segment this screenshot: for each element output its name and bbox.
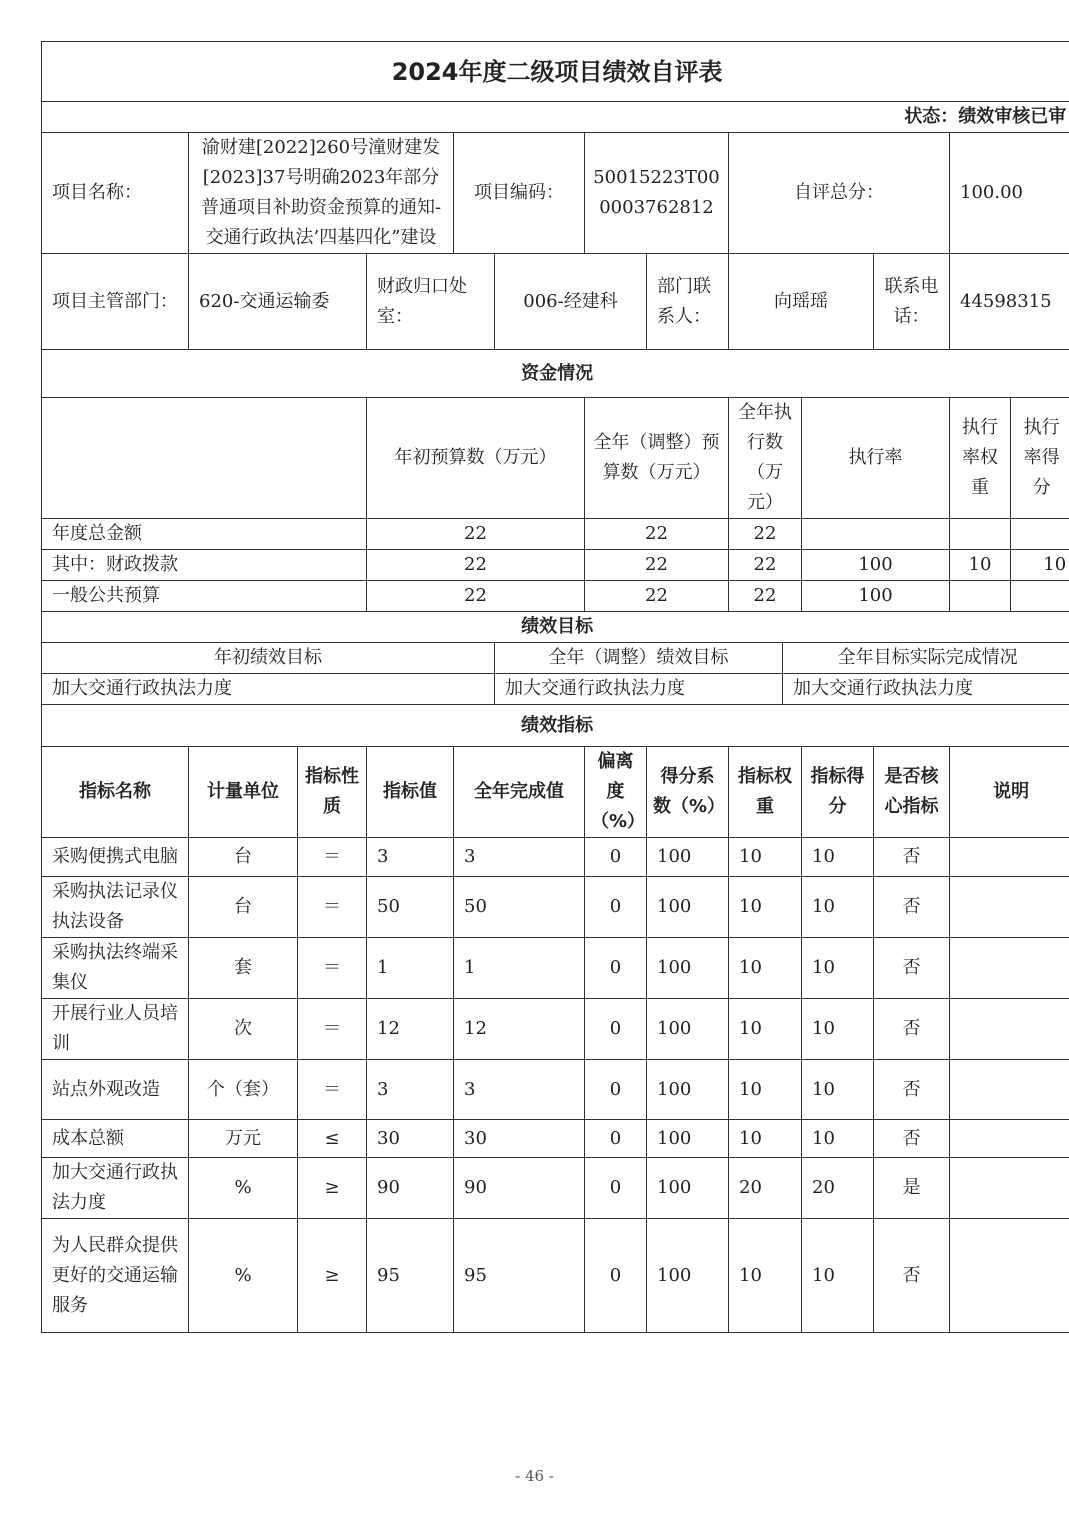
funds-rate: 100 xyxy=(802,550,950,581)
ind-nature: ＝ xyxy=(298,838,367,877)
ind-actual: 12 xyxy=(454,999,585,1060)
table-row xyxy=(42,999,1069,1060)
funds-initial: 22 xyxy=(367,550,585,581)
ind-weight: 20 xyxy=(729,1158,802,1219)
ind-weight: 10 xyxy=(729,999,802,1060)
ind-header-name: 指标名称 xyxy=(42,747,189,838)
ind-coef: 100 xyxy=(647,1158,729,1219)
ind-deviation: 0 xyxy=(585,938,647,999)
funds-score xyxy=(1011,581,1069,612)
ind-actual: 95 xyxy=(454,1219,585,1333)
ind-unit: 个（套） xyxy=(189,1060,298,1120)
ind-name: 站点外观改造 xyxy=(42,1060,189,1120)
funds-executed: 22 xyxy=(729,581,802,612)
ind-actual: 3 xyxy=(454,1060,585,1120)
ind-header-note: 说明 xyxy=(950,747,1069,838)
ind-actual: 3 xyxy=(454,838,585,877)
ind-coef: 100 xyxy=(647,1120,729,1158)
ind-score: 10 xyxy=(802,1060,874,1120)
table-row xyxy=(42,1219,1069,1333)
ind-note xyxy=(950,938,1069,999)
ind-deviation: 0 xyxy=(585,999,647,1060)
table-row xyxy=(42,519,1069,550)
table-row xyxy=(42,581,1069,612)
ind-coef: 100 xyxy=(647,1060,729,1120)
funds-weight: 10 xyxy=(950,550,1011,581)
finance-office-label: 财政归口处室： xyxy=(367,254,495,350)
ind-deviation: 0 xyxy=(585,1158,647,1219)
ind-deviation: 0 xyxy=(585,838,647,877)
ind-deviation: 0 xyxy=(585,877,647,938)
ind-header-score: 指标得分 xyxy=(802,747,874,838)
ind-unit: 次 xyxy=(189,999,298,1060)
ind-note xyxy=(950,1158,1069,1219)
funds-header-initial: 年初预算数（万元） xyxy=(367,398,585,519)
table-row xyxy=(42,1158,1069,1219)
table-row xyxy=(42,550,1069,581)
ind-header-unit: 计量单位 xyxy=(189,747,298,838)
funds-score: 10 xyxy=(1011,550,1069,581)
project-name-value: 渝财建[2022]260号潼财建发[2023]37号明确2023年部分普通项目补助资金预算的通知-交通行政执法’四基四化”建设 xyxy=(189,133,454,254)
project-code-value: 50015223T000003762812 xyxy=(585,133,729,254)
indicators-section-title: 绩效指标 xyxy=(42,705,1069,747)
ind-unit: % xyxy=(189,1158,298,1219)
ind-coef: 100 xyxy=(647,938,729,999)
ind-actual: 1 xyxy=(454,938,585,999)
ind-nature: ＝ xyxy=(298,999,367,1060)
ind-header-nature: 指标性质 xyxy=(298,747,367,838)
phone-value: 44598315 xyxy=(950,254,1069,350)
funds-header-adjusted: 全年（调整）预算数（万元） xyxy=(585,398,729,519)
ind-nature: ＝ xyxy=(298,877,367,938)
funds-rate xyxy=(802,519,950,550)
ind-unit: % xyxy=(189,1219,298,1333)
funds-initial: 22 xyxy=(367,519,585,550)
page-number: - 46 - xyxy=(515,1467,554,1485)
funds-row-label: 年度总金额 xyxy=(42,519,367,550)
phone-label: 联系电话： xyxy=(874,254,950,350)
ind-note xyxy=(950,877,1069,938)
funds-row-label: 一般公共预算 xyxy=(42,581,367,612)
ind-name: 成本总额 xyxy=(42,1120,189,1158)
ind-note xyxy=(950,999,1069,1060)
ind-header-core: 是否核心指标 xyxy=(874,747,950,838)
department-value: 620-交通运输委 xyxy=(189,254,367,350)
table-row xyxy=(42,1120,1069,1158)
ind-weight: 10 xyxy=(729,877,802,938)
contact-person-value: 向瑶瑶 xyxy=(729,254,874,350)
ind-target: 12 xyxy=(367,999,454,1060)
funds-header-score: 执行率得分 xyxy=(1011,398,1069,519)
ind-target: 3 xyxy=(367,1060,454,1120)
funds-executed: 22 xyxy=(729,550,802,581)
funds-executed: 22 xyxy=(729,519,802,550)
ind-nature: ≥ xyxy=(298,1219,367,1333)
finance-office-value: 006-经建科 xyxy=(495,254,647,350)
ind-header-deviation: 偏离度（%） xyxy=(585,747,647,838)
goal-actual: 加大交通行政执法力度 xyxy=(783,674,1069,705)
evaluation-table xyxy=(41,41,1069,1333)
ind-core: 否 xyxy=(874,1120,950,1158)
status-badge: 状态：绩效审核已审 xyxy=(42,102,1069,133)
ind-note xyxy=(950,1060,1069,1120)
evaluation-form xyxy=(41,41,1067,1333)
funds-weight xyxy=(950,519,1011,550)
ind-core: 否 xyxy=(874,1219,950,1333)
ind-coef: 100 xyxy=(647,1219,729,1333)
ind-weight: 10 xyxy=(729,1120,802,1158)
ind-target: 1 xyxy=(367,938,454,999)
table-row xyxy=(42,838,1069,877)
ind-actual: 50 xyxy=(454,877,585,938)
ind-header-actual: 全年完成值 xyxy=(454,747,585,838)
ind-note xyxy=(950,1219,1069,1333)
ind-actual: 90 xyxy=(454,1158,585,1219)
ind-name: 加大交通行政执法力度 xyxy=(42,1158,189,1219)
contact-person-label: 部门联系人： xyxy=(647,254,729,350)
table-row xyxy=(42,877,1069,938)
ind-target: 90 xyxy=(367,1158,454,1219)
ind-name: 采购执法终端采集仪 xyxy=(42,938,189,999)
funds-weight xyxy=(950,581,1011,612)
ind-deviation: 0 xyxy=(585,1219,647,1333)
department-label: 项目主管部门： xyxy=(42,254,189,350)
ind-target: 50 xyxy=(367,877,454,938)
ind-target: 95 xyxy=(367,1219,454,1333)
ind-score: 10 xyxy=(802,1120,874,1158)
ind-weight: 10 xyxy=(729,1060,802,1120)
ind-name: 采购执法记录仪执法设备 xyxy=(42,877,189,938)
ind-actual: 30 xyxy=(454,1120,585,1158)
ind-coef: 100 xyxy=(647,999,729,1060)
table-row xyxy=(42,938,1069,999)
ind-target: 3 xyxy=(367,838,454,877)
ind-score: 10 xyxy=(802,938,874,999)
goal-adjusted: 加大交通行政执法力度 xyxy=(495,674,783,705)
ind-unit: 台 xyxy=(189,877,298,938)
ind-score: 10 xyxy=(802,877,874,938)
ind-weight: 10 xyxy=(729,838,802,877)
ind-header-coef: 得分系数（%） xyxy=(647,747,729,838)
funds-adjusted: 22 xyxy=(585,519,729,550)
ind-note xyxy=(950,1120,1069,1158)
ind-deviation: 0 xyxy=(585,1060,647,1120)
ind-core: 否 xyxy=(874,938,950,999)
ind-core: 否 xyxy=(874,838,950,877)
ind-score: 10 xyxy=(802,1219,874,1333)
ind-name: 采购便携式电脑 xyxy=(42,838,189,877)
ind-core: 否 xyxy=(874,1060,950,1120)
ind-coef: 100 xyxy=(647,838,729,877)
funds-header-weight: 执行率权重 xyxy=(950,398,1011,519)
ind-nature: ＝ xyxy=(298,1060,367,1120)
ind-header-weight: 指标权重 xyxy=(729,747,802,838)
ind-nature: ≥ xyxy=(298,1158,367,1219)
ind-header-target: 指标值 xyxy=(367,747,454,838)
funds-header-executed: 全年执行数（万元） xyxy=(729,398,802,519)
ind-core: 否 xyxy=(874,877,950,938)
funds-section-title: 资金情况 xyxy=(42,350,1069,398)
goal-header-adjusted: 全年（调整）绩效目标 xyxy=(495,643,783,674)
page-title: 2024年度二级项目绩效自评表 xyxy=(42,42,1069,102)
ind-score: 10 xyxy=(802,838,874,877)
project-name-label: 项目名称： xyxy=(42,133,189,254)
funds-row-label: 其中：财政拨款 xyxy=(42,550,367,581)
ind-core: 是 xyxy=(874,1158,950,1219)
funds-adjusted: 22 xyxy=(585,550,729,581)
funds-rate: 100 xyxy=(802,581,950,612)
table-row xyxy=(42,1060,1069,1120)
ind-nature: ＝ xyxy=(298,938,367,999)
self-score-label: 自评总分： xyxy=(729,133,950,254)
ind-nature: ≤ xyxy=(298,1120,367,1158)
funds-score xyxy=(1011,519,1069,550)
ind-score: 20 xyxy=(802,1158,874,1219)
project-code-label: 项目编码： xyxy=(454,133,585,254)
ind-deviation: 0 xyxy=(585,1120,647,1158)
ind-unit: 万元 xyxy=(189,1120,298,1158)
ind-weight: 10 xyxy=(729,938,802,999)
ind-name: 开展行业人员培训 xyxy=(42,999,189,1060)
funds-adjusted: 22 xyxy=(585,581,729,612)
funds-header-rate: 执行率 xyxy=(802,398,950,519)
funds-header-blank xyxy=(42,398,367,519)
goal-header-initial: 年初绩效目标 xyxy=(42,643,495,674)
ind-score: 10 xyxy=(802,999,874,1060)
goal-header-actual: 全年目标实际完成情况 xyxy=(783,643,1069,674)
ind-coef: 100 xyxy=(647,877,729,938)
ind-note xyxy=(950,838,1069,877)
ind-unit: 台 xyxy=(189,838,298,877)
goal-initial: 加大交通行政执法力度 xyxy=(42,674,495,705)
ind-core: 否 xyxy=(874,999,950,1060)
ind-name: 为人民群众提供更好的交通运输服务 xyxy=(42,1219,189,1333)
funds-initial: 22 xyxy=(367,581,585,612)
ind-weight: 10 xyxy=(729,1219,802,1333)
ind-target: 30 xyxy=(367,1120,454,1158)
ind-unit: 套 xyxy=(189,938,298,999)
self-score-value: 100.00 xyxy=(950,133,1069,254)
goals-section-title: 绩效目标 xyxy=(42,612,1069,643)
